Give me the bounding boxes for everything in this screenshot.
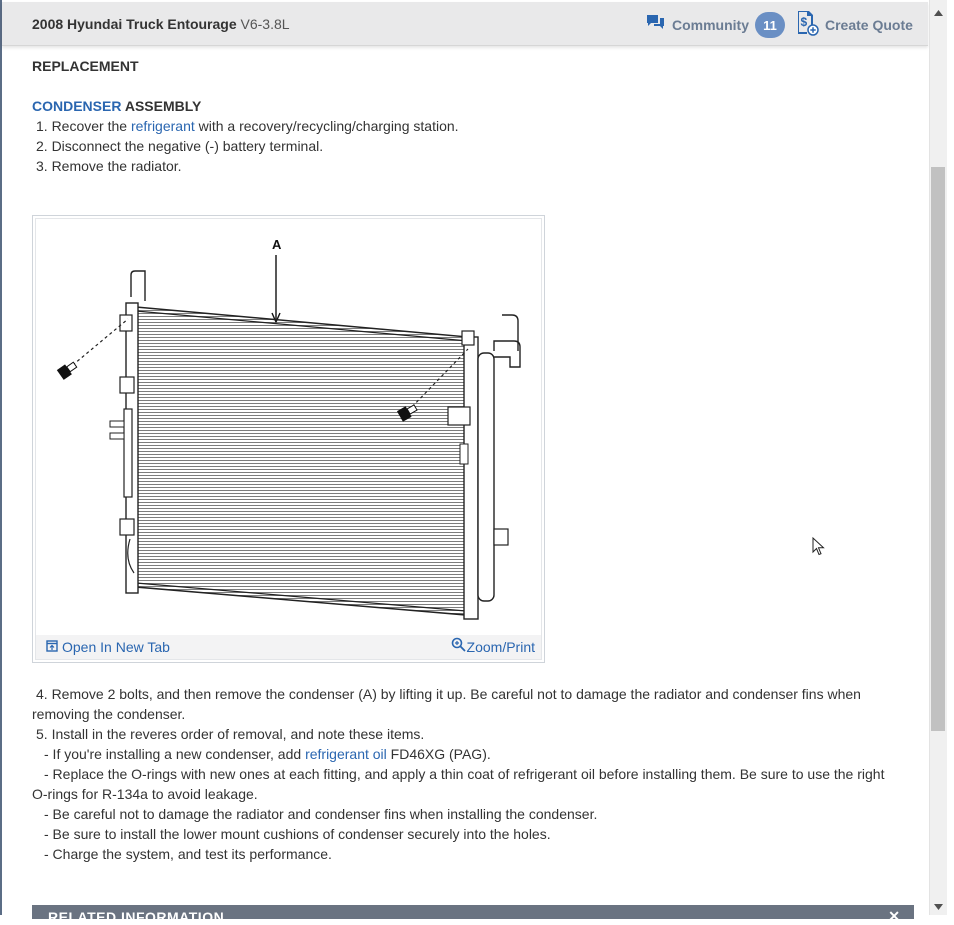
related-information-bar[interactable]: [32, 905, 914, 925]
condenser-link[interactable]: CONDENSER: [32, 98, 122, 114]
bullet-o-rings-line-2: O-rings for R-134a to avoid leakage.: [32, 786, 258, 802]
create-quote-label: Create Quote: [825, 17, 913, 33]
open-in-new-tab-button[interactable]: [46, 637, 170, 657]
bullet-1-text-end: FD46XG (PAG).: [386, 746, 491, 762]
step-1: [36, 116, 459, 136]
condenser-figure: [32, 215, 545, 663]
condenser-diagram: [36, 219, 543, 637]
related-information-label: RELATED INFORMATION: [48, 909, 225, 925]
bullet-1-text: - If you're installing a new condenser, add: [44, 746, 306, 762]
step-3: [36, 156, 459, 176]
create-quote-button[interactable]: [796, 12, 913, 38]
sub-heading-rest: ASSEMBLY: [121, 98, 202, 114]
dollar-document-icon: [796, 10, 820, 41]
section-heading: REPLACEMENT: [32, 58, 139, 74]
step-4-line-1: 4. Remove 2 bolts, and then remove the condenser (A) by lifting it up. Be careful not to damage the radiator and condenser fins when: [36, 686, 861, 702]
open-in-new-tab-label: Open In New Tab: [62, 639, 170, 655]
community-button[interactable]: [646, 12, 785, 38]
left-bolt: [57, 360, 79, 380]
header-bar: [2, 2, 928, 46]
vehicle-model: 2008 Hyundai Truck Entourage: [32, 16, 237, 32]
community-count-badge: 11: [755, 12, 785, 38]
zoom-print-label: Zoom/Print: [466, 639, 535, 655]
scrollbar-thumb[interactable]: [931, 167, 945, 731]
scroll-up-arrow-icon[interactable]: [930, 4, 947, 21]
step-1-text: 1. Recover the: [36, 118, 131, 134]
mouse-pointer-icon: [812, 537, 826, 562]
step-2-text: 2. Disconnect the negative (-) battery terminal.: [36, 138, 324, 154]
callout-a-label: A: [272, 237, 282, 252]
step-2: [36, 136, 459, 156]
zoom-magnifier-icon: [451, 637, 466, 657]
vertical-scrollbar[interactable]: [929, 0, 947, 915]
step-1-text-end: with a recovery/recycling/charging station.: [194, 118, 459, 134]
step-4-line-2: removing the condenser.: [32, 706, 186, 722]
step-5: 5. Install in the reveres order of removal, and note these items.: [36, 726, 425, 742]
vehicle-title: [32, 16, 290, 32]
bullet-charge-system: - Charge the system, and test its performance.: [44, 846, 332, 862]
steps-top-list: [36, 116, 459, 176]
sub-heading: [32, 96, 201, 116]
bullet-o-rings-line-1: - Replace the O-rings with new ones at each fitting, and apply a thin coat of refrigerant oil before installing them. Be sure to use the right: [44, 766, 885, 782]
figure-footer: [36, 635, 541, 659]
zoom-print-button[interactable]: [451, 637, 535, 657]
steps-bottom-list: [32, 684, 912, 864]
chat-bubbles-icon: [646, 14, 665, 36]
vehicle-engine: V6-3.8L: [240, 16, 290, 32]
left-edge: [0, 0, 2, 915]
community-label: Community: [672, 17, 749, 33]
right-edge: [947, 0, 954, 915]
scroll-down-arrow-icon[interactable]: [930, 898, 947, 915]
bullet-new-condenser: [32, 744, 912, 764]
close-icon[interactable]: ✕: [888, 908, 900, 924]
bullet-careful-fins: - Be careful not to damage the radiator and condenser fins when installing the condenser.: [44, 806, 598, 822]
refrigerant-oil-link[interactable]: refrigerant oil: [305, 746, 387, 762]
step-3-text: 3. Remove the radiator.: [36, 158, 182, 174]
refrigerant-link[interactable]: refrigerant: [130, 118, 195, 134]
svg-text:$: $: [800, 14, 808, 29]
bullet-mount-cushions: - Be sure to install the lower mount cushions of condenser securely into the holes.: [44, 826, 551, 842]
figure-frame: [35, 218, 542, 660]
open-new-tab-icon: [46, 637, 58, 657]
